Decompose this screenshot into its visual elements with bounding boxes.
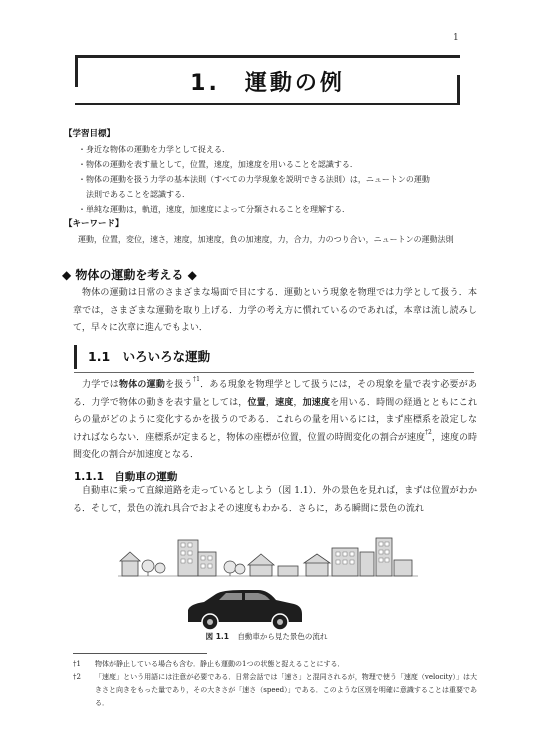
keyword-velocity: 速度 [275, 397, 294, 408]
footnote [73, 658, 477, 671]
intro-paragraph: 物体の運動は日常のさまざまな場面で目にする．運動という現象を物理では力学として扱う．本章では，さまざまな運動を取り上げる．力学の考え方に慣れているのであれば，本章は流し読みして，早々に次章に進んでもよい． [73, 288, 477, 334]
car-icon [188, 590, 302, 630]
footnote-divider [73, 653, 207, 654]
goal-item: ・身近な物体の運動を力学として捉える． [78, 145, 230, 154]
footnote-text: 物体が静止している場合も含む．静止も運動の1つの状態と捉えることにする． [95, 660, 345, 668]
footnote-ref-2: †2 [425, 428, 432, 436]
section-1-1-header [74, 342, 474, 373]
goal-item: ・単純な運動は，軌道，速度，加速度によって分類されることを理解する． [78, 205, 350, 214]
footnote [73, 671, 477, 710]
chapter-title: 1. 運動の例 [190, 71, 345, 96]
intro-heading: ◆ 物体の運動を考える ◆ [62, 268, 197, 282]
goal-item-continued: 法則であることを認識する． [86, 190, 190, 199]
keyword-motion: 物体の運動 [118, 380, 166, 390]
figure-caption [0, 631, 533, 642]
section-1-1-heading: 1.1 いろいろな運動 [88, 349, 211, 364]
keyword-acceleration: 加速度 [302, 397, 331, 408]
goal-item: ・物体の運動を表す量として，位置，速度，加速度を用いることを認識する． [78, 160, 358, 169]
keyword-position: 位置 [247, 397, 266, 408]
section-1-1-1-paragraph: 自動車に乗って直線道路を走っているとしよう（図 1.1）．外の景色を見れば，まずは位置がわかる．そして，景色の流れ具合でおよその速度もわかる．さらに，ある瞬間に景色の流れ [73, 486, 477, 514]
keywords-text: 運動，位置，変位，速さ，速度，加速度，負の加速度，力，合力，力のつり合い，ニュートンの運動法則 [78, 235, 454, 244]
section-1-1-1-heading: 1.1.1 自動車の運動 [74, 471, 178, 483]
page-number: 1 [453, 33, 459, 43]
section-1-1-paragraph: 力学では物体の運動を扱う$^{\dagger 1}$．ある現象を物理学として扱うには，その現象を量で表す必要がある．力学で物体の動きを表す量としては，位置，速度，加速度を用いる．時間の経過とともにこれらの量がどのように変化するかを扱うのである．これらの量を用いるには，まず座標系を設定しなければならない．座標系が定まると，物体の座標が位置，位置の時間変化の割合が速度$^{\dagger 2}$，速度の時間変化の割合が加速度となる． [73, 376, 477, 461]
figure-car-scenery [118, 530, 418, 630]
learning-goals [64, 127, 474, 247]
footnotes [73, 658, 477, 710]
footnote-mark: †2 [73, 673, 81, 681]
footnote-ref-1: †1 [192, 376, 200, 383]
figure-caption-text: 自動車から見た景色の流れ [237, 632, 328, 641]
figure-label: 図 1.1 [205, 632, 229, 641]
goal-item: ・物体の運動を扱う力学の基本法則（すべての力学現象を説明できる法則）は，ニュートンの運動 [78, 175, 430, 184]
footnote-mark: †1 [73, 660, 81, 668]
keywords-heading: 【キーワード】 [64, 219, 124, 229]
footnote-text: 「速度」という用語には注意が必要である．日常会話では「速さ」と混同されるが，物理で使う「速度（velocity）」は大きさと向きをもった量であり，その大きさが「速さ（speed）」である．このような区別を明確に意識することは重要である． [95, 673, 477, 707]
learning-goals-heading: 【学習目標】 [64, 129, 116, 139]
chapter-title-box [75, 55, 460, 105]
car-scenery-illustration [118, 530, 418, 630]
